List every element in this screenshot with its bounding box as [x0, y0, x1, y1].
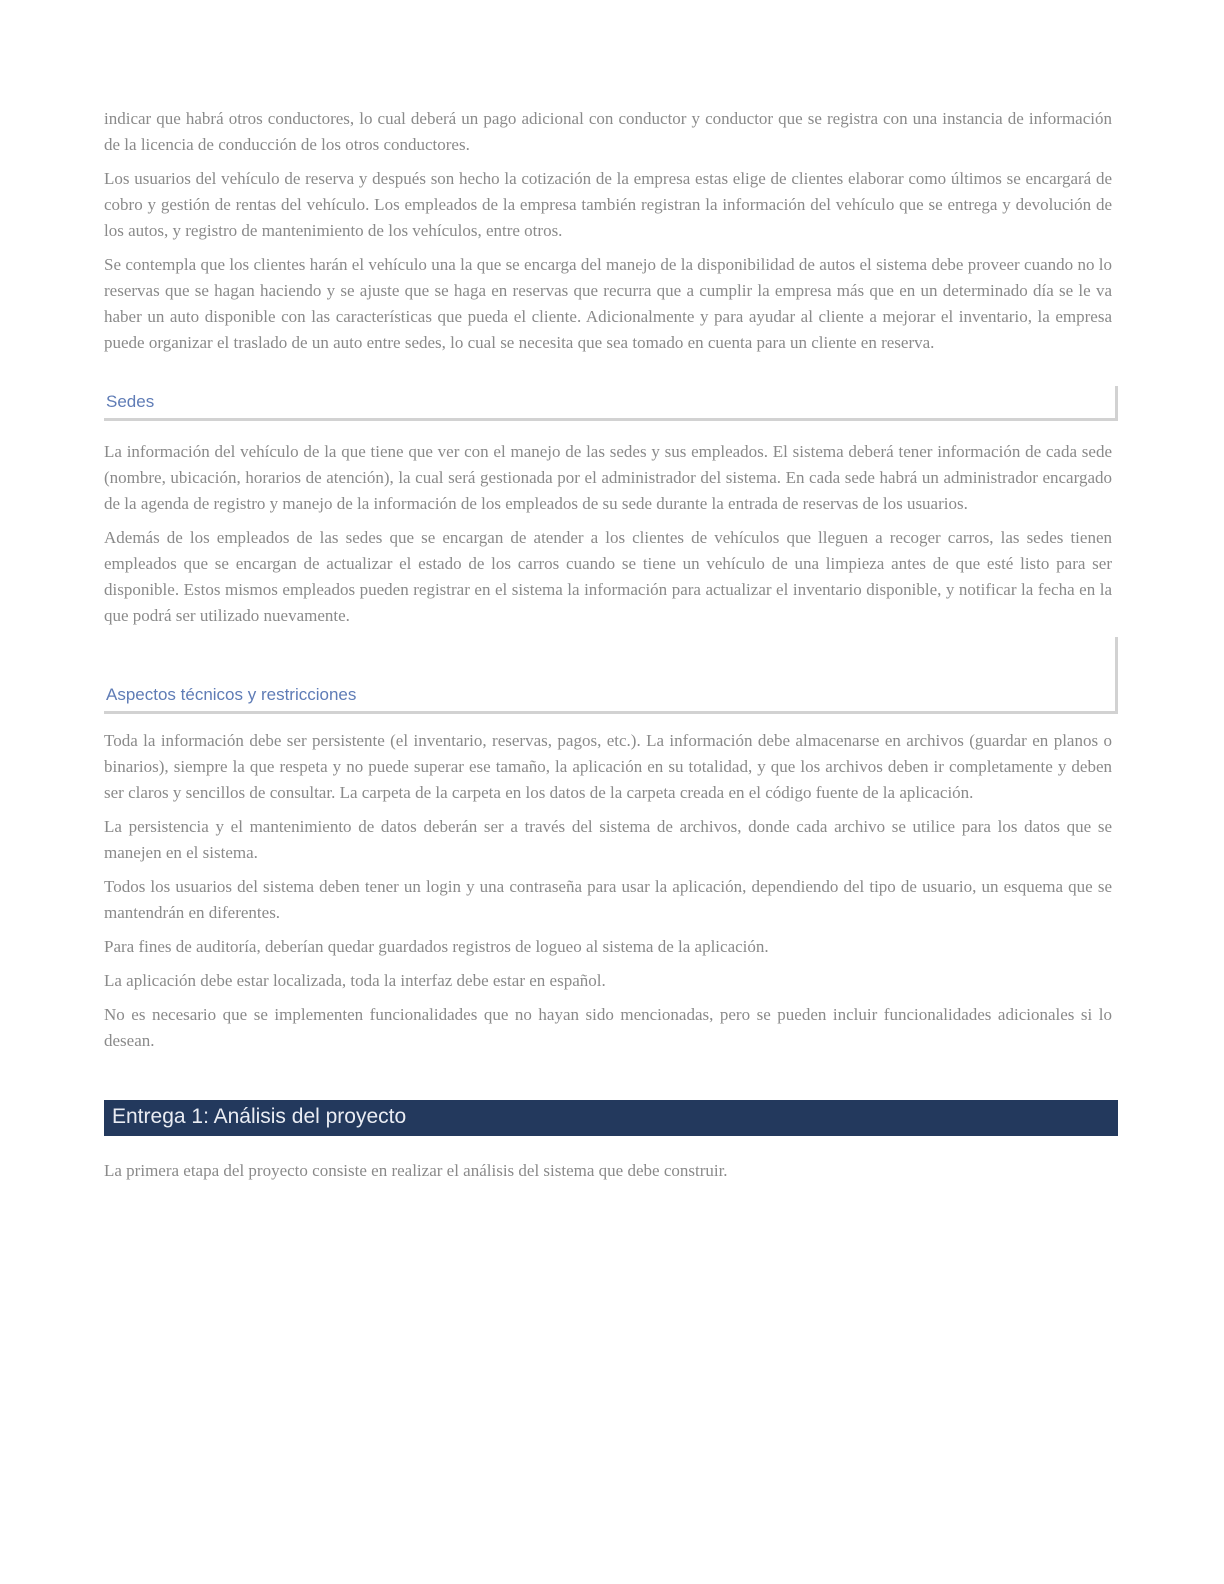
body-paragraph: No es necesario que se implementen funcionalidades que no hayan sido mencionadas, pero se pueden incluir funcionalidades adicionales si lo desean.: [104, 1005, 1112, 1050]
body-paragraph: Para fines de auditoría, deberían quedar guardados registros de logueo al sistema de la aplicación.: [104, 937, 769, 956]
body-paragraph: Toda la información debe ser persistente (el inventario, reservas, pagos, etc.). La información debe almacenarse en archivos (guardar en planos o binarios), siempre la que respeta y no puede superar ese tamaño, la aplicación en su totalidad, y que los archivos deben ir completamente y deben ser claros y sencillos de consultar. La carpeta de la carpeta en los datos de la carpeta creada en el código fuente de la aplicación.: [104, 731, 1112, 802]
subheading-label: Aspectos técnicos y restricciones: [106, 685, 357, 704]
document-page: [104, 106, 1112, 1192]
body-paragraph: Se contempla que los clientes harán el vehículo una la que se encarga del manejo de la disponibilidad de autos el sistema debe proveer cuando no lo reservas que se hagan haciendo y se ajuste que se haga en reservas que recurra que a cumplir la empresa más que en un determinado día se le va haber un auto disponible con las características que pueda el cliente. Adicionalmente y para ayudar al cliente a mejorar el inventario, la empresa puede organizar el traslado de un auto entre sedes, lo cual se necesita que sea tomado en cuenta para un cliente en reserva.: [104, 255, 1112, 352]
section-subheading-aspectos: [104, 637, 1118, 714]
body-paragraph: Los usuarios del vehículo de reserva y después son hecho la cotización de la empresa estas elige de clientes elaborar como últimos se encargará de cobro y gestión de rentas del vehículo. Los empleados de la empresa también registran la información del vehículo que se entrega y devolución de los autos, y registro de mantenimiento de los vehículos, entre otros.: [104, 169, 1112, 240]
subheading-label: Sedes: [106, 392, 155, 411]
section-subheading-sedes: [104, 386, 1118, 421]
body-paragraph: La aplicación debe estar localizada, toda la interfaz debe estar en español.: [104, 971, 606, 990]
body-paragraph: indicar que habrá otros conductores, lo cual deberá un pago adicional con conductor y conductor que se registra con una instancia de información de la licencia de conducción de los otros conductores.: [104, 109, 1112, 154]
body-paragraph: La información del vehículo de la que tiene que ver con el manejo de las sedes y sus empleados. El sistema deberá tener información de cada sede (nombre, ubicación, horarios de atención), la cual será gestionada por el administrador del sistema. En cada sede habrá un administrador encargado de la agenda de registro y manejo de la información de los empleados de su sede durante la entrada de reservas de los usuarios.: [104, 442, 1112, 513]
heading-label: Entrega 1: Análisis del proyecto: [112, 1105, 407, 1128]
body-paragraph: La primera etapa del proyecto consiste en realizar el análisis del sistema que debe construir.: [104, 1161, 728, 1180]
section-heading-entrega: [104, 1100, 1118, 1136]
body-paragraph: Todos los usuarios del sistema deben tener un login y una contraseña para usar la aplicación, dependiendo del tipo de usuario, un esquema que se mantendrán en diferentes.: [104, 877, 1112, 922]
body-paragraph: La persistencia y el mantenimiento de datos deberán ser a través del sistema de archivos, donde cada archivo se utilice para los datos que se manejen en el sistema.: [104, 817, 1112, 862]
body-paragraph: Además de los empleados de las sedes que se encargan de atender a los clientes de vehículos que lleguen a recoger carros, las sedes tienen empleados que se encargan de actualizar el estado de los carros cuando se tiene un vehículo de una limpieza antes de que esté listo para ser disponible. Estos mismos empleados pueden registrar en el sistema la información para actualizar el inventario disponible, y notificar la fecha en la que podrá ser utilizado nuevamente.: [104, 528, 1112, 625]
